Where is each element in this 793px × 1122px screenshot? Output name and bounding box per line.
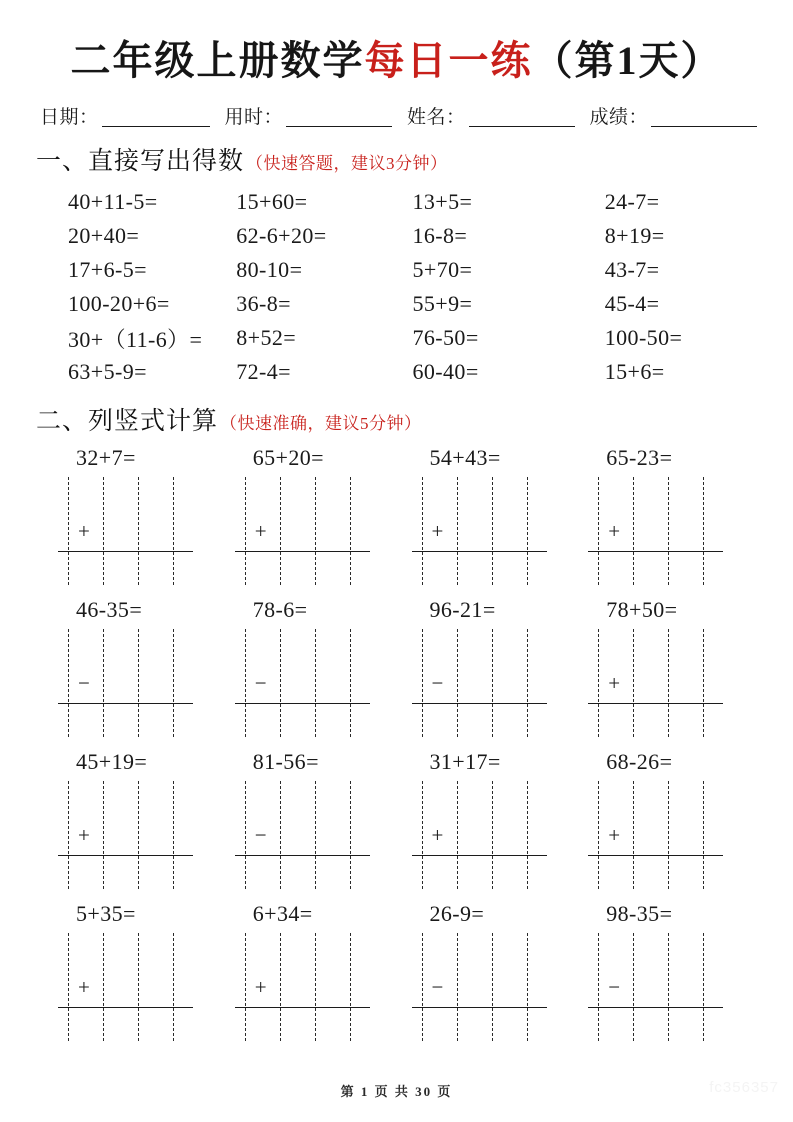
vertical-work-area[interactable]	[235, 625, 375, 737]
oral-row	[64, 287, 745, 321]
column-guide-line	[457, 933, 458, 1041]
column-guide-line	[173, 781, 174, 889]
operator-sign: −	[254, 671, 267, 695]
column-guide-line	[492, 933, 493, 1041]
oral-problem[interactable]: 55+9=	[412, 291, 473, 316]
column-guide-line	[280, 933, 281, 1041]
field-time	[225, 102, 399, 129]
vertical-row	[46, 443, 753, 591]
column-guide-line	[457, 477, 458, 585]
column-guide-line	[350, 477, 351, 585]
oral-problem[interactable]: 100-50=	[604, 325, 683, 350]
vertical-work-area[interactable]	[412, 777, 552, 889]
vertical-problem[interactable]	[46, 747, 223, 895]
operator-sign: +	[254, 975, 267, 999]
page-title-part-1: 二年级上册数学	[70, 38, 365, 83]
column-guide-line	[138, 629, 139, 737]
vertical-problem[interactable]	[400, 443, 577, 591]
operator-sign: −	[78, 671, 90, 695]
vertical-problem-expression: 98-35=	[606, 901, 673, 926]
field-date	[40, 102, 216, 129]
oral-problem[interactable]: 8+52=	[236, 325, 297, 350]
column-guide-line	[315, 477, 316, 585]
column-guide-line	[527, 933, 528, 1041]
column-guide-line	[457, 781, 458, 889]
vertical-problem-expression: 96-21=	[429, 597, 496, 622]
column-guide-line	[350, 781, 351, 889]
sum-rule-line	[235, 1007, 370, 1008]
vertical-problem-expression: 46-35=	[76, 597, 143, 622]
oral-problem[interactable]: 76-50=	[412, 325, 479, 350]
column-guide-line	[315, 781, 316, 889]
oral-problem[interactable]: 13+5=	[412, 189, 473, 214]
column-guide-line	[633, 933, 634, 1041]
column-guide-line	[280, 477, 281, 585]
field-date-label: 日期：	[40, 107, 99, 128]
operator-sign: +	[78, 975, 90, 999]
column-guide-line	[598, 933, 599, 1041]
vertical-problem[interactable]	[400, 595, 577, 743]
oral-row	[64, 219, 745, 253]
column-guide-line	[173, 477, 174, 585]
vertical-work-area[interactable]	[588, 777, 728, 889]
field-date-input[interactable]	[102, 110, 210, 127]
column-guide-line	[598, 629, 599, 737]
column-guide-line	[492, 629, 493, 737]
oral-row	[64, 185, 745, 219]
column-guide-line	[668, 477, 669, 585]
sum-rule-line	[58, 1007, 193, 1008]
vertical-work-area[interactable]	[412, 929, 552, 1041]
operator-sign: +	[431, 823, 444, 847]
vertical-row	[46, 595, 753, 743]
vertical-problem-expression: 78-6=	[252, 597, 308, 622]
section-1-title: 一、直接写出得数	[36, 148, 245, 175]
sum-rule-line	[58, 703, 193, 704]
vertical-work-area[interactable]	[412, 625, 552, 737]
oral-row	[64, 253, 745, 287]
sum-rule-line	[235, 855, 370, 856]
oral-problem[interactable]: 72-4=	[236, 359, 291, 384]
operator-sign: −	[431, 975, 444, 999]
column-guide-line	[527, 781, 528, 889]
operator-sign: +	[608, 519, 621, 543]
oral-problem[interactable]: 62-6+20=	[236, 223, 327, 248]
column-guide-line	[422, 781, 423, 889]
column-guide-line	[703, 933, 704, 1041]
vertical-work-area[interactable]	[588, 929, 728, 1041]
field-time-label: 用时：	[224, 107, 284, 128]
page-title-accent: 每日一练	[364, 38, 533, 83]
oral-problem[interactable]: 36-8=	[236, 291, 291, 316]
column-guide-line	[703, 629, 704, 737]
oral-problem[interactable]: 15+60=	[236, 189, 308, 214]
field-time-input[interactable]	[286, 110, 392, 127]
sum-rule-line	[235, 551, 370, 552]
column-guide-line	[138, 933, 139, 1041]
sum-rule-line	[412, 551, 547, 552]
column-guide-line	[173, 933, 174, 1041]
column-guide-line	[492, 477, 493, 585]
column-guide-line	[527, 477, 528, 585]
vertical-problem[interactable]	[223, 899, 400, 1047]
oral-problem[interactable]: 45-4=	[604, 291, 660, 316]
column-guide-line	[315, 629, 316, 737]
section-heading-1	[22, 141, 771, 177]
vertical-problem-expression: 81-56=	[252, 749, 319, 774]
vertical-work-area[interactable]	[412, 473, 552, 585]
section-1-note: （快速答题，建议3分钟）	[246, 154, 448, 173]
operator-sign: +	[431, 519, 444, 543]
sum-rule-line	[58, 551, 193, 552]
oral-problem[interactable]: 30+（11-6）=	[68, 326, 203, 352]
column-guide-line	[598, 781, 599, 889]
column-guide-line	[68, 933, 69, 1041]
operator-sign: −	[254, 823, 267, 847]
column-guide-line	[668, 781, 669, 889]
vertical-problem[interactable]	[223, 443, 400, 591]
column-guide-line	[245, 477, 246, 585]
column-guide-line	[68, 781, 69, 889]
oral-problem[interactable]: 15+6=	[604, 359, 665, 384]
column-guide-line	[422, 933, 423, 1041]
vertical-work-area[interactable]	[235, 473, 375, 585]
vertical-row	[46, 899, 753, 1047]
vertical-work-area[interactable]	[58, 625, 198, 737]
vertical-problem[interactable]	[400, 899, 577, 1047]
vertical-work-area[interactable]	[58, 777, 198, 889]
column-guide-line	[138, 477, 139, 585]
field-score-input[interactable]	[651, 110, 757, 127]
operator-sign: +	[78, 823, 90, 847]
vertical-problem[interactable]	[576, 899, 753, 1047]
vertical-problem[interactable]	[576, 595, 753, 743]
column-guide-line	[668, 629, 669, 737]
column-guide-line	[668, 933, 669, 1041]
column-guide-line	[280, 629, 281, 737]
operator-sign: +	[78, 519, 90, 543]
column-guide-line	[103, 781, 104, 889]
oral-problem[interactable]: 16-8=	[412, 223, 468, 248]
section-2-note: （快速准确，建议5分钟）	[220, 414, 422, 433]
vertical-problem-expression: 54+43=	[429, 445, 501, 470]
section-2-title: 二、列竖式计算	[36, 408, 219, 435]
vertical-work-area[interactable]	[588, 473, 728, 585]
page-title	[22, 0, 771, 84]
vertical-problem[interactable]	[223, 747, 400, 895]
vertical-problem[interactable]	[46, 899, 223, 1047]
operator-sign: −	[431, 671, 444, 695]
column-guide-line	[350, 933, 351, 1041]
column-guide-line	[315, 933, 316, 1041]
column-guide-line	[280, 781, 281, 889]
oral-problem[interactable]: 60-40=	[412, 359, 479, 384]
oral-problem[interactable]: 43-7=	[604, 257, 660, 282]
column-guide-line	[598, 477, 599, 585]
column-guide-line	[457, 629, 458, 737]
column-guide-line	[703, 477, 704, 585]
operator-sign: +	[608, 671, 621, 695]
vertical-problem-expression: 31+17=	[429, 749, 501, 774]
oral-problem[interactable]: 40+11-5=	[68, 189, 158, 214]
vertical-problem-expression: 32+7=	[76, 445, 136, 470]
column-guide-line	[103, 629, 104, 737]
vertical-row	[46, 747, 753, 895]
column-guide-line	[103, 933, 104, 1041]
vertical-calculation-grid	[22, 443, 771, 1047]
operator-sign: +	[254, 519, 267, 543]
vertical-problem-expression: 26-9=	[429, 901, 485, 926]
column-guide-line	[422, 629, 423, 737]
student-info-line	[22, 102, 771, 129]
sum-rule-line	[58, 855, 193, 856]
column-guide-line	[492, 781, 493, 889]
vertical-problem-expression: 65-23=	[606, 445, 673, 470]
oral-problem[interactable]: 24-7=	[604, 189, 660, 214]
sum-rule-line	[588, 1007, 723, 1008]
vertical-problem[interactable]	[576, 747, 753, 895]
vertical-work-area[interactable]	[588, 625, 728, 737]
oral-problem[interactable]: 100-20+6=	[68, 291, 170, 316]
vertical-problem[interactable]	[46, 443, 223, 591]
column-guide-line	[633, 781, 634, 889]
column-guide-line	[245, 629, 246, 737]
column-guide-line	[633, 629, 634, 737]
vertical-problem-expression: 78+50=	[606, 597, 678, 622]
column-guide-line	[173, 629, 174, 737]
vertical-problem[interactable]	[576, 443, 753, 591]
operator-sign: +	[608, 823, 621, 847]
oral-arithmetic-grid	[22, 185, 771, 389]
column-guide-line	[245, 781, 246, 889]
column-guide-line	[68, 629, 69, 737]
vertical-problem-expression: 65+20=	[252, 445, 324, 470]
vertical-problem-expression: 6+34=	[252, 901, 313, 926]
oral-problem[interactable]: 20+40=	[68, 223, 140, 248]
sum-rule-line	[588, 551, 723, 552]
vertical-problem-expression: 5+35=	[76, 901, 136, 926]
sum-rule-line	[235, 703, 370, 704]
sum-rule-line	[588, 703, 723, 704]
field-score	[590, 102, 758, 129]
oral-row	[64, 355, 745, 389]
watermark: fc356357	[709, 1079, 779, 1096]
field-name	[407, 102, 581, 129]
page-title-part-2: （第1天）	[532, 38, 723, 83]
oral-problem[interactable]: 8+19=	[604, 223, 665, 248]
field-name-label: 姓名：	[407, 107, 466, 128]
vertical-problem[interactable]	[223, 595, 400, 743]
column-guide-line	[350, 629, 351, 737]
sum-rule-line	[412, 1007, 547, 1008]
oral-problem[interactable]: 5+70=	[412, 257, 473, 282]
column-guide-line	[245, 933, 246, 1041]
vertical-problem[interactable]	[46, 595, 223, 743]
vertical-work-area[interactable]	[235, 777, 375, 889]
operator-sign: −	[608, 975, 621, 999]
field-score-label: 成绩：	[589, 107, 649, 128]
vertical-problem[interactable]	[400, 747, 577, 895]
section-heading-2	[22, 401, 771, 437]
column-guide-line	[527, 629, 528, 737]
column-guide-line	[103, 477, 104, 585]
column-guide-line	[703, 781, 704, 889]
column-guide-line	[633, 477, 634, 585]
column-guide-line	[422, 477, 423, 585]
vertical-work-area[interactable]	[235, 929, 375, 1041]
sum-rule-line	[588, 855, 723, 856]
vertical-work-area[interactable]	[58, 929, 198, 1041]
field-name-input[interactable]	[469, 110, 575, 127]
column-guide-line	[138, 781, 139, 889]
oral-row	[64, 321, 745, 355]
column-guide-line	[68, 477, 69, 585]
page-footer: 第 1 页 共 30 页	[340, 1084, 453, 1099]
oral-problem[interactable]: 17+6-5=	[68, 257, 147, 282]
vertical-problem-expression: 45+19=	[76, 749, 148, 774]
sum-rule-line	[412, 855, 547, 856]
sum-rule-line	[412, 703, 547, 704]
vertical-problem-expression: 68-26=	[606, 749, 673, 774]
oral-problem[interactable]: 80-10=	[236, 257, 303, 282]
vertical-work-area[interactable]	[58, 473, 198, 585]
oral-problem[interactable]: 63+5-9=	[68, 359, 147, 384]
